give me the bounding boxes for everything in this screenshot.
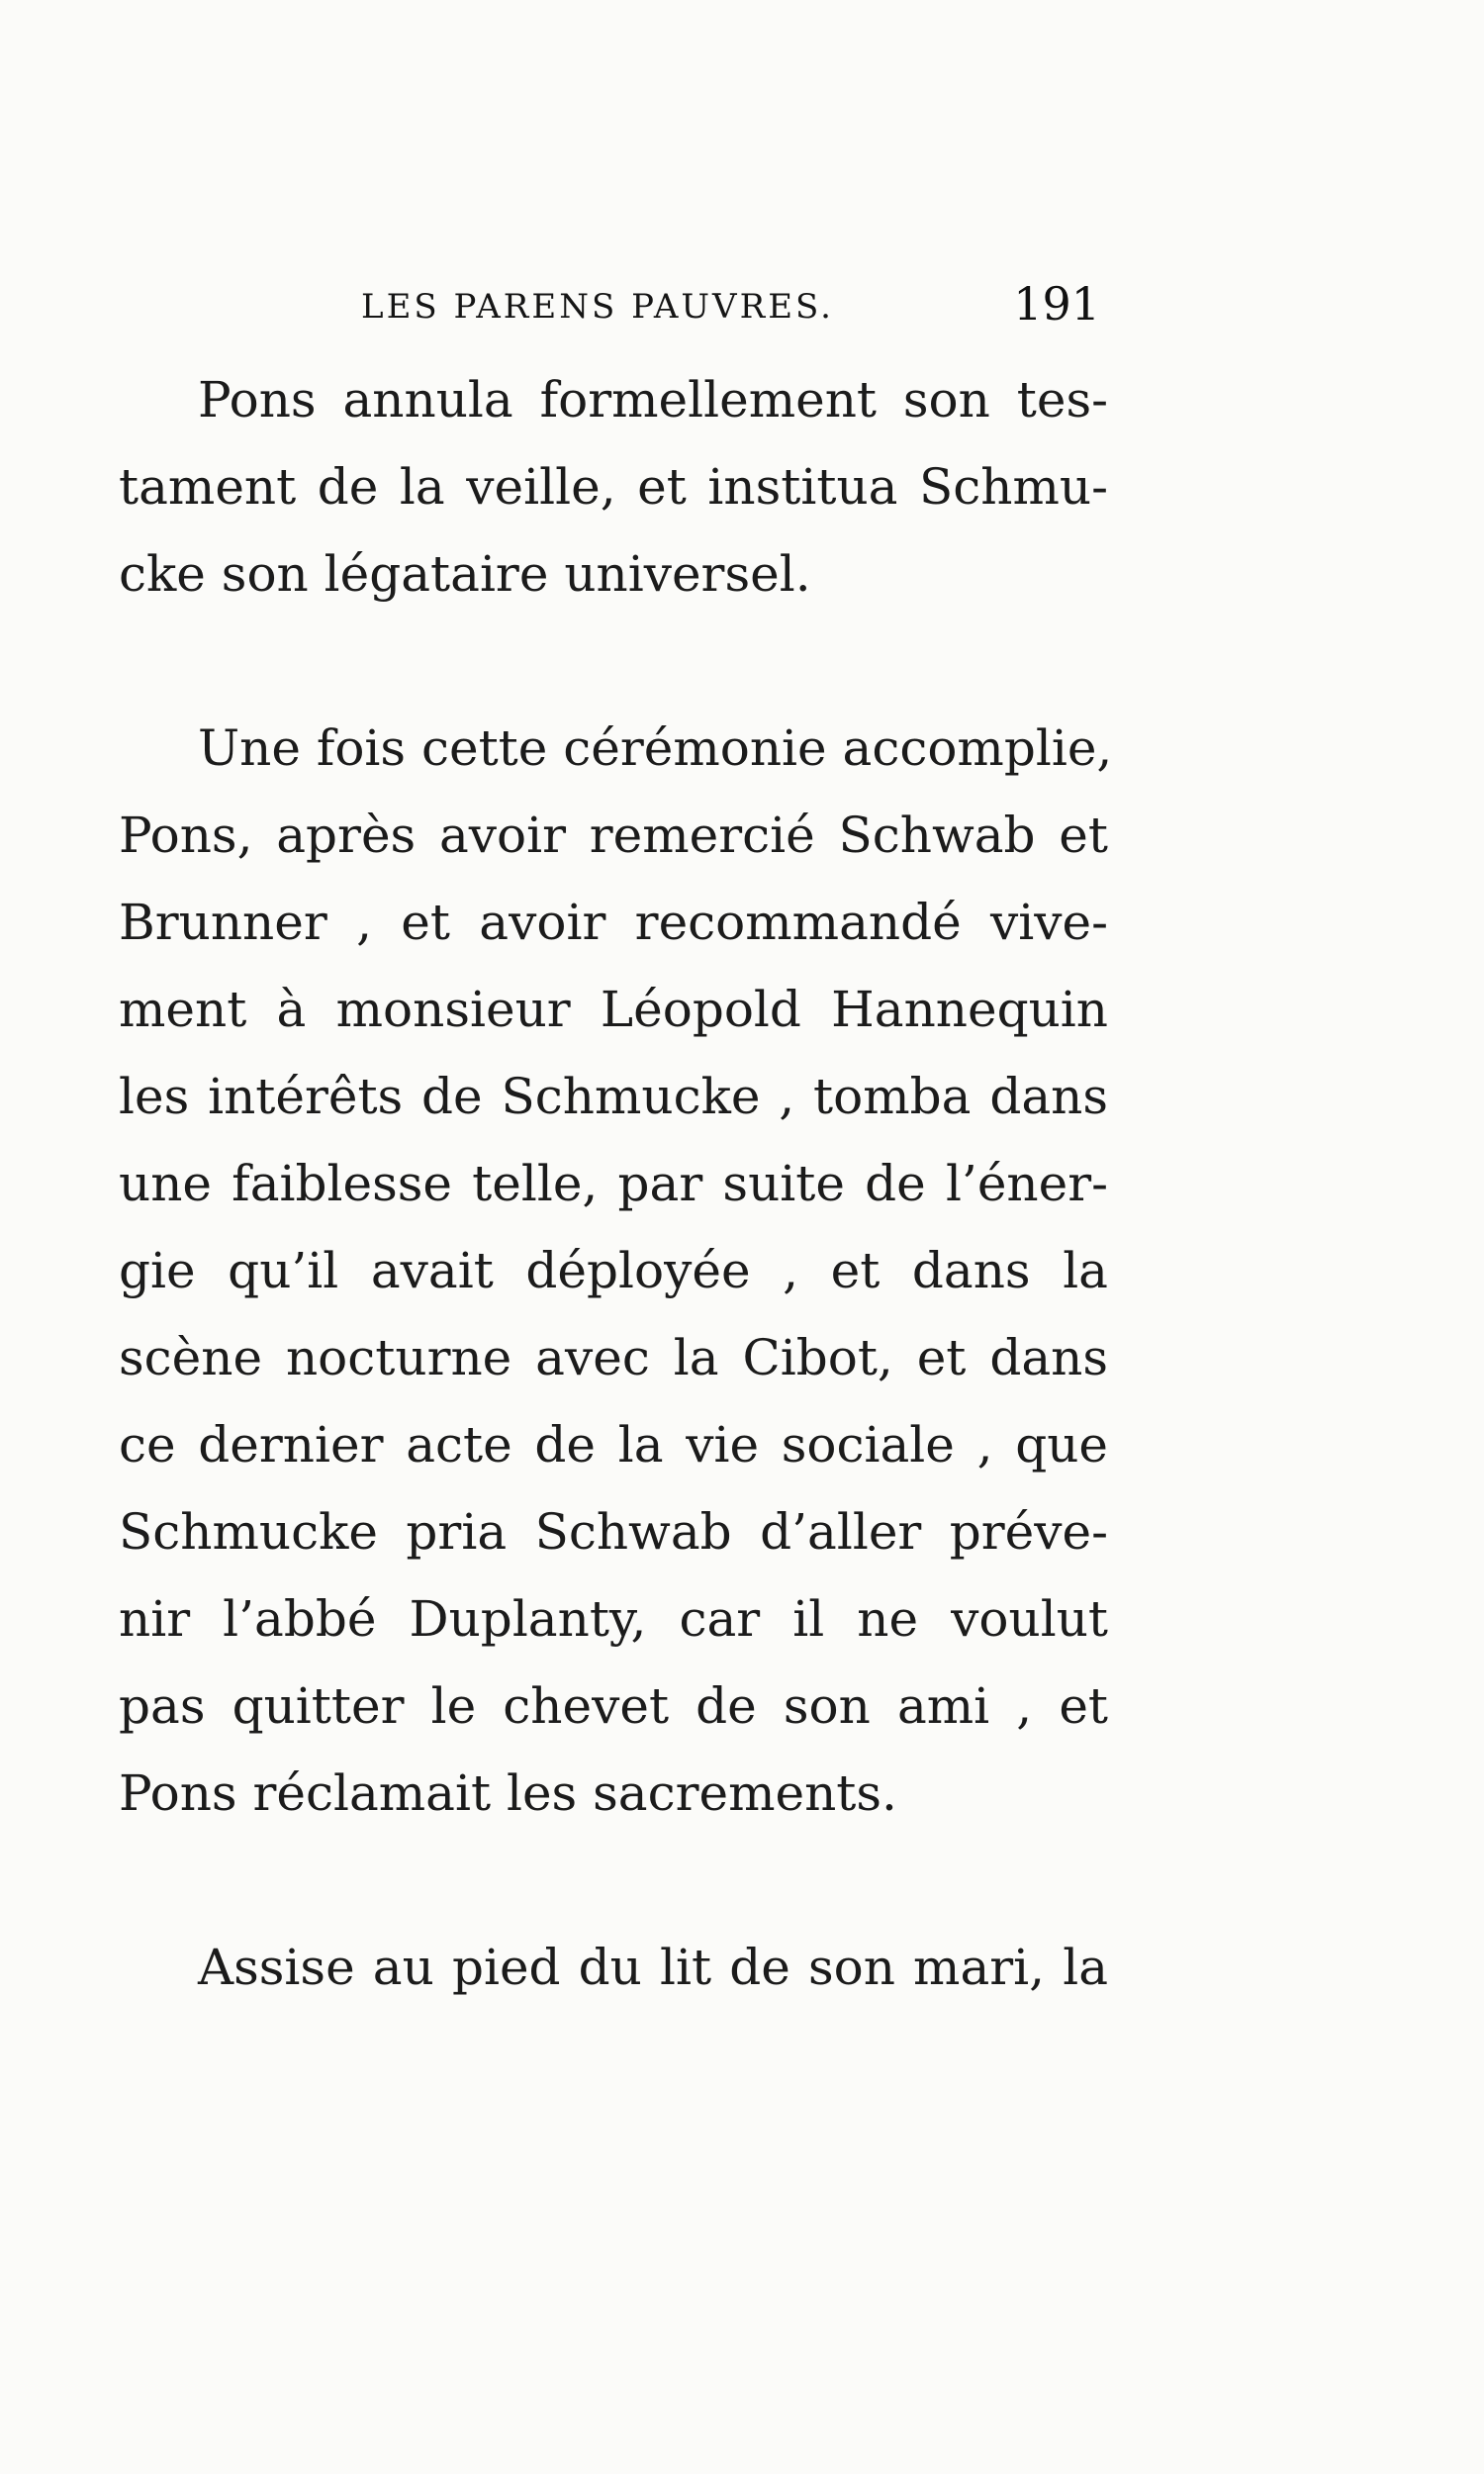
text-line: ce dernier acte de la vie sociale , que (119, 1416, 1108, 1474)
text-line: Pons, après avoir remercié Schwab et (119, 807, 1108, 864)
page-number: 191 (1013, 277, 1100, 331)
text-line: une faiblesse telle, par suite de l’éner- (119, 1155, 1108, 1212)
paragraph-gap (119, 618, 1108, 705)
paragraph (119, 1924, 1108, 2011)
text-line: Pons annula formellement son tes- (198, 371, 1108, 428)
text-line: gie qu’il avait déployée , et dans la (119, 1242, 1108, 1299)
text-line: ment à monsieur Léopold Hannequin (119, 981, 1108, 1038)
paragraph (119, 705, 1113, 1837)
paragraph (119, 356, 1108, 618)
text-line: Une fois cette cérémonie accomplie, (198, 719, 1113, 777)
text-line: scène nocturne avec la Cibot, et dans (119, 1329, 1108, 1386)
text-line: Brunner , et avoir recommandé vive- (119, 894, 1108, 951)
text-line: pas quitter le chevet de son ami , et (119, 1677, 1108, 1735)
paragraph-gap (119, 1837, 1108, 1924)
text-line: nir l’abbé Duplanty, car il ne voulut (119, 1590, 1108, 1648)
page-header (119, 277, 1108, 346)
text-line: Schmucke pria Schwab d’aller préve- (119, 1503, 1108, 1561)
text-line: Pons réclamait les sacrements. (119, 1764, 897, 1822)
text-line: Assise au pied du lit de son mari, la (198, 1939, 1108, 1996)
text-line: tament de la veille, et institua Schmu- (119, 458, 1108, 516)
text-line: les intérêts de Schmucke , tomba dans (119, 1068, 1108, 1125)
body-text (119, 356, 1113, 2011)
text-line: cke son légataire universel. (119, 545, 811, 603)
running-title: LES PARENS PAUVRES. (361, 287, 834, 327)
